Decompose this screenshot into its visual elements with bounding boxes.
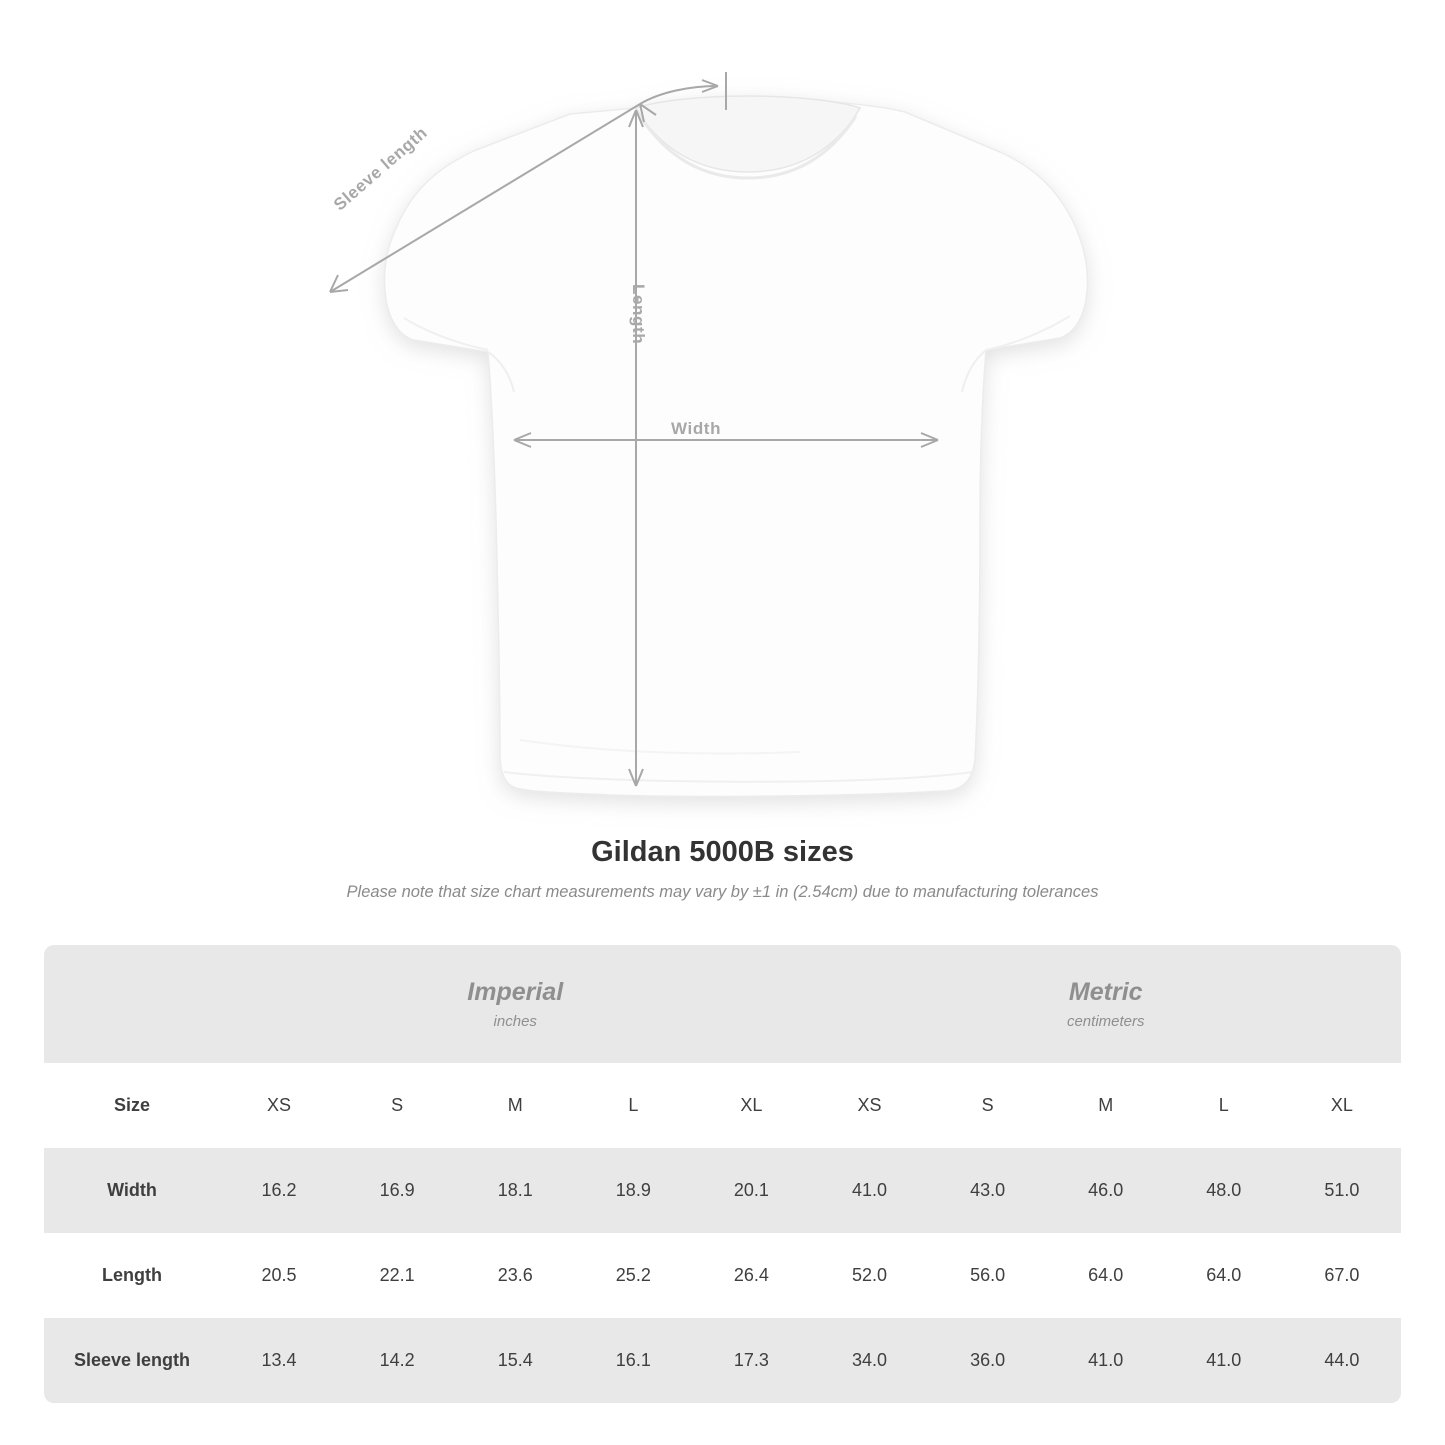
- row-label-sleeve-length: Sleeve length: [44, 1318, 220, 1403]
- cell-width-metric-xs: 41.0: [810, 1148, 928, 1233]
- cell-width-metric-xl: 51.0: [1283, 1148, 1401, 1233]
- cell-length-imperial-xs: 20.5: [220, 1233, 338, 1318]
- col-header-metric-m: M: [1047, 1063, 1165, 1148]
- length-label: Length: [629, 284, 648, 345]
- unit-name-imperial: Imperial: [467, 978, 564, 1007]
- cell-width-metric-m: 46.0: [1047, 1148, 1165, 1233]
- sleeve-length-label: Sleeve length: [330, 122, 432, 215]
- cell-sleeve-metric-xl: 44.0: [1283, 1318, 1401, 1403]
- row-label-length: Length: [44, 1233, 220, 1318]
- cell-sleeve-metric-m: 41.0: [1047, 1318, 1165, 1403]
- unit-group-imperial: [220, 945, 810, 1063]
- page-title: Gildan 5000B sizes: [591, 836, 854, 868]
- col-header-metric-xs: XS: [810, 1063, 928, 1148]
- col-header-imperial-s: S: [338, 1063, 456, 1148]
- cell-sleeve-imperial-l: 16.1: [574, 1318, 692, 1403]
- cell-width-imperial-l: 18.9: [574, 1148, 692, 1233]
- unit-header-row: [44, 945, 1401, 1063]
- col-header-metric-xl: XL: [1283, 1063, 1401, 1148]
- size-header-row: [44, 1063, 1401, 1148]
- col-header-imperial-l: L: [574, 1063, 692, 1148]
- cell-length-metric-s: 56.0: [929, 1233, 1047, 1318]
- cell-length-imperial-m: 23.6: [456, 1233, 574, 1318]
- cell-width-metric-l: 48.0: [1165, 1148, 1283, 1233]
- unit-sub-imperial: inches: [493, 1012, 537, 1030]
- col-header-imperial-m: M: [456, 1063, 574, 1148]
- size-header-label: Size: [44, 1063, 220, 1148]
- unit-group-metric: [810, 945, 1401, 1063]
- unit-sub-metric: centimeters: [1066, 1012, 1145, 1030]
- table-row: [44, 1233, 1401, 1318]
- cell-width-metric-s: 43.0: [929, 1148, 1047, 1233]
- col-header-metric-s: S: [929, 1063, 1047, 1148]
- size-table-container: [44, 945, 1401, 1403]
- cell-width-imperial-s: 16.9: [338, 1148, 456, 1233]
- cell-width-imperial-xs: 16.2: [220, 1148, 338, 1233]
- cell-length-metric-l: 64.0: [1165, 1233, 1283, 1318]
- title-block: [0, 836, 1445, 902]
- cell-length-imperial-l: 25.2: [574, 1233, 692, 1318]
- cell-length-metric-m: 64.0: [1047, 1233, 1165, 1318]
- cell-sleeve-imperial-xl: 17.3: [692, 1318, 810, 1403]
- cell-width-imperial-xl: 20.1: [692, 1148, 810, 1233]
- width-label: Width: [671, 419, 722, 438]
- col-header-imperial-xl: XL: [692, 1063, 810, 1148]
- cell-sleeve-metric-xs: 34.0: [810, 1318, 928, 1403]
- table-row: [44, 1148, 1401, 1233]
- unit-header-spacer: [44, 945, 220, 1063]
- cell-sleeve-imperial-m: 15.4: [456, 1318, 574, 1403]
- unit-name-metric: Metric: [1068, 978, 1143, 1007]
- cell-sleeve-imperial-xs: 13.4: [220, 1318, 338, 1403]
- cell-sleeve-metric-s: 36.0: [929, 1318, 1047, 1403]
- row-label-width: Width: [44, 1148, 220, 1233]
- cell-sleeve-metric-l: 41.0: [1165, 1318, 1283, 1403]
- cell-length-imperial-s: 22.1: [338, 1233, 456, 1318]
- tolerance-note: Please note that size chart measurements may vary by ±1 in (2.54cm) due to manufacturing tolerances: [346, 883, 1099, 901]
- tshirt-shape: [385, 96, 1088, 796]
- cell-length-imperial-xl: 26.4: [692, 1233, 810, 1318]
- cell-sleeve-imperial-s: 14.2: [338, 1318, 456, 1403]
- cell-length-metric-xs: 52.0: [810, 1233, 928, 1318]
- size-table: [44, 945, 1401, 1403]
- cell-length-metric-xl: 67.0: [1283, 1233, 1401, 1318]
- col-header-imperial-xs: XS: [220, 1063, 338, 1148]
- cell-width-imperial-m: 18.1: [456, 1148, 574, 1233]
- table-row: [44, 1318, 1401, 1403]
- col-header-metric-l: L: [1165, 1063, 1283, 1148]
